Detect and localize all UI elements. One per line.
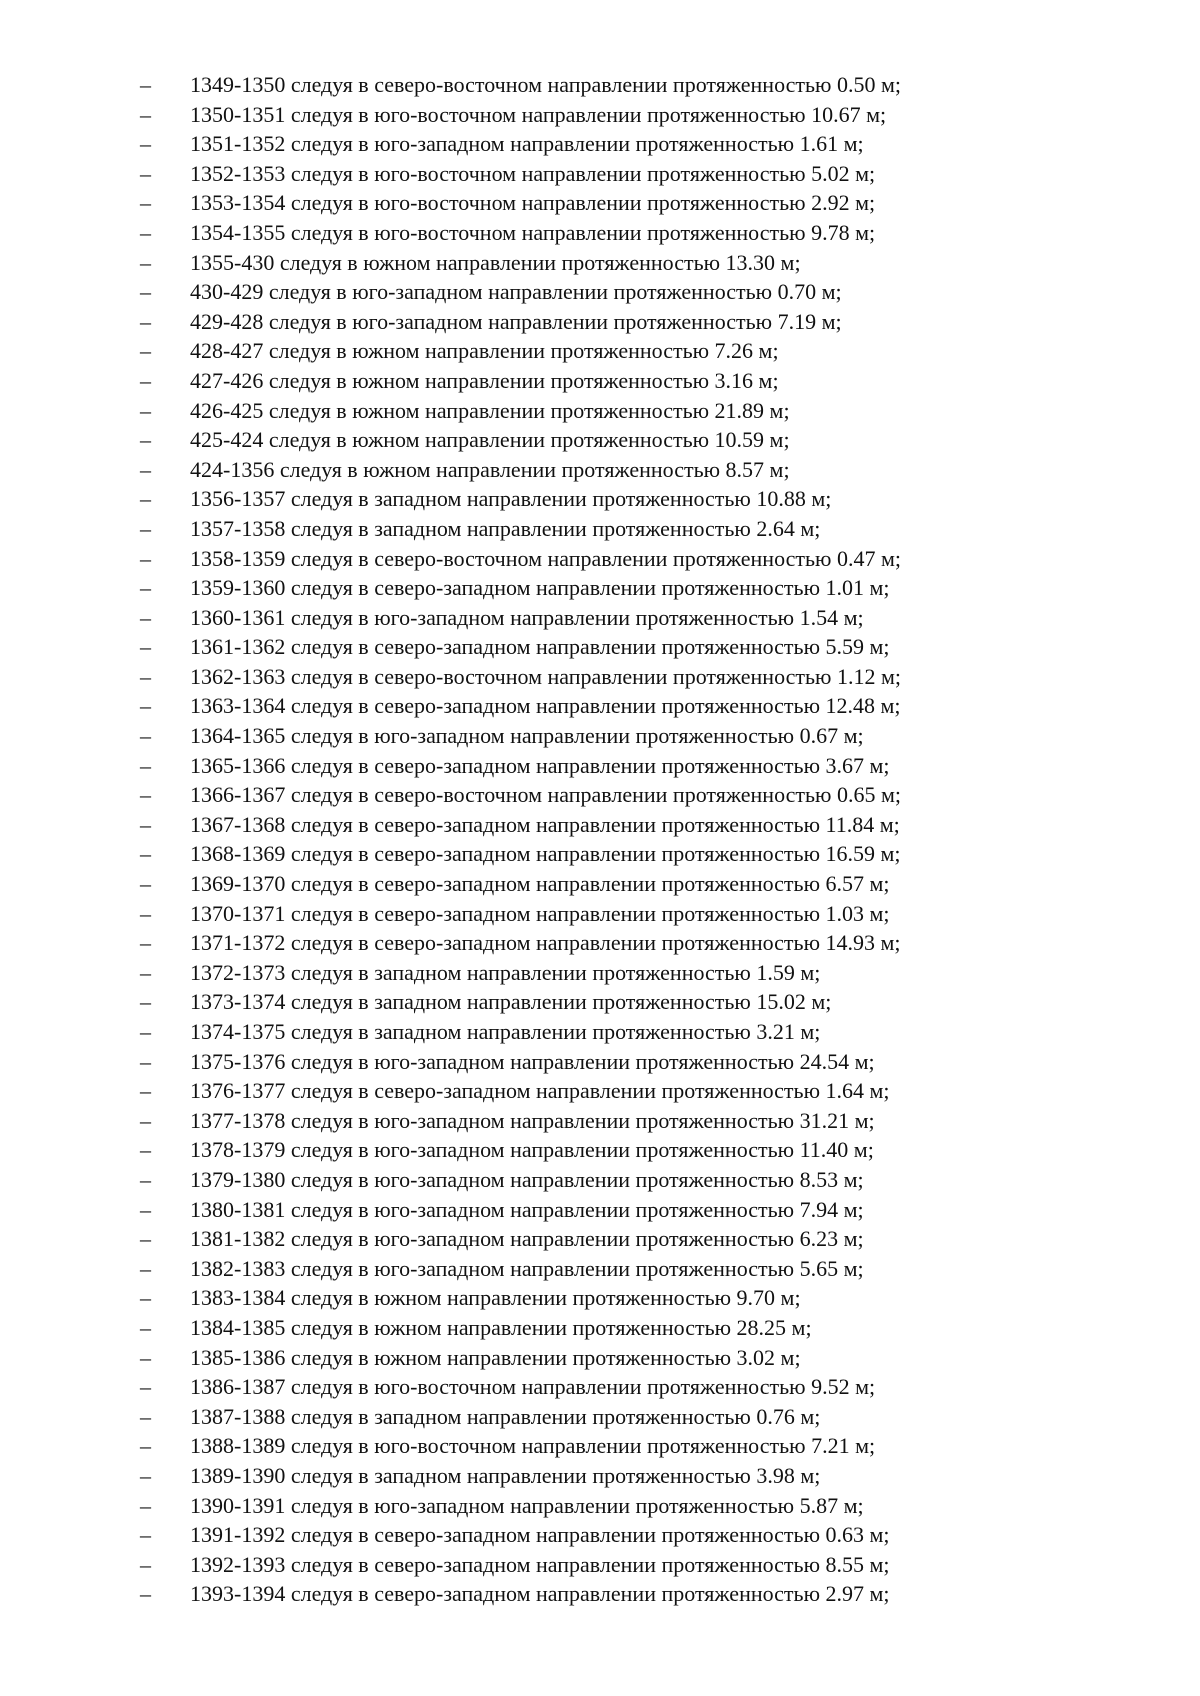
list-item-text: 1355-430 следуя в южном направлении протяженностью 13.30 м; <box>190 249 801 275</box>
list-item <box>140 603 901 633</box>
list-item-text: 1363-1364 следуя в северо-западном направлении протяженностью 12.48 м; <box>190 693 901 719</box>
list-item-text: 1381-1382 следуя в юго-западном направлении протяженностью 6.23 м; <box>190 1226 864 1252</box>
list-dash-marker: – <box>140 1255 151 1281</box>
list-item-text: 1380-1381 следуя в юго-западном направлении протяженностью 7.94 м; <box>190 1196 864 1222</box>
list-dash-marker: – <box>140 545 151 571</box>
list-dash-marker: – <box>140 190 151 216</box>
list-dash-marker: – <box>140 663 151 689</box>
list-dash-marker: – <box>140 1226 151 1252</box>
list-item <box>140 307 901 337</box>
list-dash-marker: – <box>140 72 151 97</box>
list-item <box>140 573 901 603</box>
list-item <box>140 1047 901 1077</box>
list-item-text: 1377-1378 следуя в юго-западном направлении протяженностью 31.21 м; <box>190 1107 875 1133</box>
list-dash-marker: – <box>140 811 151 837</box>
list-dash-marker: – <box>140 634 151 660</box>
list-item-text: 1379-1380 следуя в юго-западном направлении протяженностью 8.53 м; <box>190 1166 864 1192</box>
list-item <box>140 869 901 899</box>
list-item <box>140 1165 901 1195</box>
list-item-text: 1384-1385 следуя в южном направлении протяженностью 28.25 м; <box>190 1314 812 1340</box>
list-dash-marker: – <box>140 1344 151 1370</box>
list-dash-marker: – <box>140 1374 151 1400</box>
list-item <box>140 1283 901 1313</box>
list-dash-marker: – <box>140 782 151 808</box>
list-dash-marker: – <box>140 1285 151 1311</box>
list-item <box>140 248 901 278</box>
list-item <box>140 1461 901 1491</box>
list-dash-marker: – <box>140 1019 151 1044</box>
list-dash-marker: – <box>140 1492 151 1518</box>
list-item-text: 1350-1351 следуя в юго-восточном направлении протяженностью 10.67 м; <box>190 101 887 127</box>
list-item <box>140 366 901 396</box>
list-item-text: 1378-1379 следуя в юго-западном направлении протяженностью 11.40 м; <box>190 1137 874 1163</box>
list-item <box>140 1402 901 1432</box>
list-item-text: 1393-1394 следуя в северо-западном направлении протяженностью 2.97 м; <box>190 1581 890 1607</box>
list-item <box>140 1076 901 1106</box>
list-dash-marker: – <box>140 1522 151 1548</box>
list-dash-marker: – <box>140 338 151 364</box>
list-item-text: 1383-1384 следуя в южном направлении протяженностью 9.70 м; <box>190 1285 801 1311</box>
list-item <box>140 1106 901 1136</box>
list-dash-marker: – <box>140 841 151 867</box>
list-item-text: 429-428 следуя в юго-западном направлении протяженностью 7.19 м; <box>190 308 842 334</box>
list-dash-marker: – <box>140 871 151 897</box>
list-item <box>140 396 901 426</box>
list-item <box>140 544 901 574</box>
list-dash-marker: – <box>140 752 151 778</box>
list-item <box>140 1520 901 1550</box>
list-item-text: 428-427 следуя в южном направлении протяженностью 7.26 м; <box>190 338 779 364</box>
list-item-text: 1359-1360 следуя в северо-западном направлении протяженностью 1.01 м; <box>190 575 890 601</box>
list-dash-marker: – <box>140 1581 151 1607</box>
list-dash-marker: – <box>140 456 151 482</box>
list-item-text: 1374-1375 следуя в западном направлении протяженностью 3.21 м; <box>190 1019 821 1044</box>
list-dash-marker: – <box>140 900 151 926</box>
list-item-text: 1360-1361 следуя в юго-западном направлении протяженностью 1.54 м; <box>190 604 864 630</box>
list-item <box>140 1017 901 1047</box>
list-dash-marker: – <box>140 1078 151 1104</box>
list-item-text: 1386-1387 следуя в юго-восточном направлении протяженностью 9.52 м; <box>190 1374 876 1400</box>
list-item <box>140 514 901 544</box>
list-dash-marker: – <box>140 515 151 541</box>
list-item <box>140 721 901 751</box>
list-dash-marker: – <box>140 723 151 749</box>
list-dash-marker: – <box>140 1403 151 1429</box>
list-dash-marker: – <box>140 427 151 453</box>
list-dash-marker: – <box>140 1196 151 1222</box>
list-item-text: 1375-1376 следуя в юго-западном направлении протяженностью 24.54 м; <box>190 1048 875 1074</box>
list-dash-marker: – <box>140 279 151 305</box>
list-item <box>140 1195 901 1225</box>
list-item-text: 1362-1363 следуя в северо-восточном направлении протяженностью 1.12 м; <box>190 663 902 689</box>
list-item-text: 1354-1355 следуя в юго-восточном направлении протяженностью 9.78 м; <box>190 219 876 245</box>
list-dash-marker: – <box>140 101 151 127</box>
list-item-text: 427-426 следуя в южном направлении протяженностью 3.16 м; <box>190 367 779 393</box>
list-item <box>140 1343 901 1373</box>
list-dash-marker: – <box>140 604 151 630</box>
list-item-text: 1390-1391 следуя в юго-западном направлении протяженностью 5.87 м; <box>190 1492 864 1518</box>
list-item-text: 1351-1352 следуя в юго-западном направлении протяженностью 1.61 м; <box>190 131 864 157</box>
list-item-text: 1376-1377 следуя в северо-западном направлении протяженностью 1.64 м; <box>190 1078 890 1104</box>
list-item <box>140 958 901 988</box>
list-dash-marker: – <box>140 367 151 393</box>
list-item-text: 1353-1354 следуя в юго-восточном направлении протяженностью 2.92 м; <box>190 190 876 216</box>
list-item <box>140 218 901 248</box>
list-dash-marker: – <box>140 1314 151 1340</box>
list-dash-marker: – <box>140 219 151 245</box>
list-item <box>140 1491 901 1521</box>
list-dash-marker: – <box>140 1166 151 1192</box>
list-item <box>140 1224 901 1254</box>
list-item-text: 1356-1357 следуя в западном направлении протяженностью 10.88 м; <box>190 486 832 512</box>
list-item <box>140 129 901 159</box>
list-item-text: 1361-1362 следуя в северо-западном направлении протяженностью 5.59 м; <box>190 634 890 660</box>
list-dash-marker: – <box>140 1107 151 1133</box>
list-item-text: 1369-1370 следуя в северо-западном направлении протяженностью 6.57 м; <box>190 871 890 897</box>
list-item <box>140 691 901 721</box>
list-item-text: 1388-1389 следуя в юго-восточном направлении протяженностью 7.21 м; <box>190 1433 876 1459</box>
list-dash-marker: – <box>140 1137 151 1163</box>
list-item <box>140 70 901 100</box>
list-item-text: 430-429 следуя в юго-западном направлении протяженностью 0.70 м; <box>190 279 842 305</box>
list-item-text: 1373-1374 следуя в западном направлении протяженностью 15.02 м; <box>190 989 832 1015</box>
list-dash-marker: – <box>140 249 151 275</box>
list-item-text: 1370-1371 следуя в северо-западном направлении протяженностью 1.03 м; <box>190 900 890 926</box>
list-dash-marker: – <box>140 1048 151 1074</box>
list-item <box>140 188 901 218</box>
list-item <box>140 277 901 307</box>
list-dash-marker: – <box>140 959 151 985</box>
list-dash-marker: – <box>140 397 151 423</box>
list-item <box>140 751 901 781</box>
list-item-text: 1382-1383 следуя в юго-западном направлении протяженностью 5.65 м; <box>190 1255 864 1281</box>
list-item <box>140 632 901 662</box>
list-item <box>140 987 901 1017</box>
list-item-text: 1349-1350 следуя в северо-восточном направлении протяженностью 0.50 м; <box>190 72 902 97</box>
list-item-text: 426-425 следуя в южном направлении протяженностью 21.89 м; <box>190 397 790 423</box>
list-item <box>140 1135 901 1165</box>
list-item-text: 1357-1358 следуя в западном направлении протяженностью 2.64 м; <box>190 515 821 541</box>
list-item <box>140 780 901 810</box>
list-item-text: 1367-1368 следуя в северо-западном направлении протяженностью 11.84 м; <box>190 811 900 837</box>
list-item <box>140 159 901 189</box>
list-item-text: 1368-1369 следуя в северо-западном направлении протяженностью 16.59 м; <box>190 841 901 867</box>
list-dash-marker: – <box>140 575 151 601</box>
list-dash-marker: – <box>140 989 151 1015</box>
list-dash-marker: – <box>140 693 151 719</box>
list-item <box>140 484 901 514</box>
list-item <box>140 810 901 840</box>
list-item-text: 1389-1390 следуя в западном направлении протяженностью 3.98 м; <box>190 1462 821 1488</box>
list-item <box>140 899 901 929</box>
list-item-text: 424-1356 следуя в южном направлении протяженностью 8.57 м; <box>190 456 790 482</box>
list-dash-marker: – <box>140 930 151 956</box>
list-item <box>140 1372 901 1402</box>
list-item-text: 1366-1367 следуя в северо-восточном направлении протяженностью 0.65 м; <box>190 782 902 808</box>
list-item-text: 1392-1393 следуя в северо-западном направлении протяженностью 8.55 м; <box>190 1551 890 1577</box>
boundary-segment-list <box>140 70 901 1609</box>
list-item-text: 1364-1365 следуя в юго-западном направлении протяженностью 0.67 м; <box>190 723 864 749</box>
list-dash-marker: – <box>140 486 151 512</box>
list-item <box>140 1431 901 1461</box>
list-item-text: 1372-1373 следуя в западном направлении протяженностью 1.59 м; <box>190 959 821 985</box>
list-item-text: 1352-1353 следуя в юго-восточном направлении протяженностью 5.02 м; <box>190 160 876 186</box>
list-dash-marker: – <box>140 308 151 334</box>
list-item-text: 1385-1386 следуя в южном направлении протяженностью 3.02 м; <box>190 1344 801 1370</box>
list-item <box>140 1254 901 1284</box>
list-item <box>140 100 901 130</box>
list-item <box>140 662 901 692</box>
list-item-text: 1391-1392 следуя в северо-западном направлении протяженностью 0.63 м; <box>190 1522 890 1548</box>
list-item-text: 1387-1388 следуя в западном направлении протяженностью 0.76 м; <box>190 1403 821 1429</box>
list-dash-marker: – <box>140 131 151 157</box>
list-item <box>140 336 901 366</box>
list-dash-marker: – <box>140 1462 151 1488</box>
list-dash-marker: – <box>140 160 151 186</box>
list-item <box>140 839 901 869</box>
list-dash-marker: – <box>140 1433 151 1459</box>
list-item-text: 1371-1372 следуя в северо-западном направлении протяженностью 14.93 м; <box>190 930 901 956</box>
list-dash-marker: – <box>140 1551 151 1577</box>
list-item <box>140 1579 901 1609</box>
list-item-text: 425-424 следуя в южном направлении протяженностью 10.59 м; <box>190 427 790 453</box>
list-item-text: 1365-1366 следуя в северо-западном направлении протяженностью 3.67 м; <box>190 752 890 778</box>
list-item <box>140 425 901 455</box>
list-item <box>140 1313 901 1343</box>
list-item <box>140 928 901 958</box>
list-item <box>140 1550 901 1580</box>
list-item-text: 1358-1359 следуя в северо-восточном направлении протяженностью 0.47 м; <box>190 545 902 571</box>
list-item <box>140 455 901 485</box>
